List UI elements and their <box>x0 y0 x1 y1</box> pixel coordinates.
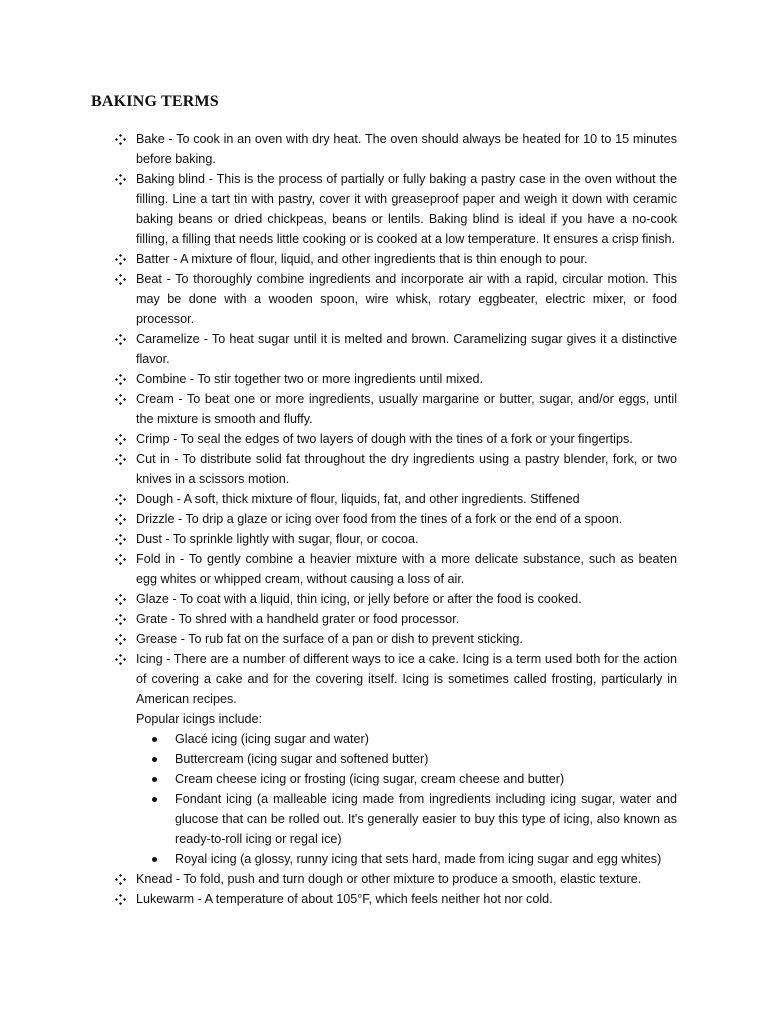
four-diamond-bullet-icon <box>114 369 126 389</box>
term-text: Knead - To fold, push and turn dough or other mixture to produce a smooth, elastic texture. <box>136 872 642 886</box>
four-diamond-bullet-icon <box>114 269 126 289</box>
term-text: Dust - To sprinkle lightly with sugar, flour, or cocoa. <box>136 532 419 546</box>
term-text: Cream - To beat one or more ingredients, usually margarine or butter, sugar, and/or eggs, until the mixture is smooth and fluffy. <box>136 392 677 426</box>
four-diamond-bullet-icon <box>114 449 126 469</box>
icing-type-item <box>136 729 677 749</box>
icing-type-text: Fondant icing (a malleable icing made from ingredients including icing sugar, water and glucose that can be rolled out. It's generally easier to buy this type of icing, also known as ready-to-roll icing or regal ice) <box>175 792 677 846</box>
term-text: Batter - A mixture of flour, liquid, and other ingredients that is thin enough to pour. <box>136 252 588 266</box>
term-item <box>114 269 677 329</box>
four-diamond-bullet-icon <box>114 509 126 529</box>
four-diamond-bullet-icon <box>114 169 126 189</box>
icing-type-text: Cream cheese icing or frosting (icing sugar, cream cheese and butter) <box>175 772 565 786</box>
term-item <box>114 249 677 269</box>
term-item <box>114 449 677 489</box>
filled-circle-bullet-icon <box>152 737 157 742</box>
term-text: Glaze - To coat with a liquid, thin icing, or jelly before or after the food is cooked. <box>136 592 582 606</box>
icing-type-item <box>136 789 677 849</box>
term-text: Grate - To shred with a handheld grater or food processor. <box>136 612 460 626</box>
term-item <box>114 429 677 449</box>
term-text: Drizzle - To drip a glaze or icing over food from the tines of a fork or the end of a spoon. <box>136 512 623 526</box>
four-diamond-bullet-icon <box>114 529 126 549</box>
term-text: Fold in - To gently combine a heavier mixture with a more delicate substance, such as beaten egg whites or whipped cream, without causing a loss of air. <box>136 552 677 586</box>
term-item <box>114 649 677 869</box>
term-item <box>114 509 677 529</box>
icing-type-text: Buttercream (icing sugar and softened butter) <box>175 752 429 766</box>
four-diamond-bullet-icon <box>114 129 126 149</box>
term-item <box>114 329 677 369</box>
icing-type-text: Royal icing (a glossy, runny icing that sets hard, made from icing sugar and egg whites) <box>175 852 662 866</box>
icing-types-list <box>136 729 677 869</box>
term-text: Combine - To stir together two or more ingredients until mixed. <box>136 372 483 386</box>
term-text: Beat - To thoroughly combine ingredients and incorporate air with a rapid, circular motion. This may be done with a wooden spoon, wire whisk, rotary eggbeater, electric mixer, or food processor. <box>136 272 677 326</box>
four-diamond-bullet-icon <box>114 589 126 609</box>
term-item <box>114 529 677 549</box>
term-text: Icing - There are a number of different ways to ice a cake. Icing is a term used both for the action of covering a cake and for the covering itself. Icing is sometimes called frosting, particularly in American recipes. <box>136 652 677 706</box>
term-item <box>114 549 677 589</box>
page-title: BAKING TERMS <box>91 93 219 110</box>
term-item <box>114 869 677 889</box>
term-item <box>114 369 677 389</box>
four-diamond-bullet-icon <box>114 489 126 509</box>
filled-circle-bullet-icon <box>152 757 157 762</box>
term-item <box>114 609 677 629</box>
term-text: Cut in - To distribute solid fat throughout the dry ingredients using a pastry blender, fork, or two knives in a scissors motion. <box>136 452 677 486</box>
four-diamond-bullet-icon <box>114 609 126 629</box>
baking-terms-list <box>114 129 677 909</box>
filled-circle-bullet-icon <box>152 797 157 802</box>
term-text: Bake - To cook in an oven with dry heat. The oven should always be heated for 10 to 15 minutes before baking. <box>136 132 677 166</box>
icing-type-item <box>136 769 677 789</box>
term-text: Lukewarm - A temperature of about 105°F, which feels neither hot nor cold. <box>136 892 553 906</box>
four-diamond-bullet-icon <box>114 889 126 909</box>
term-text: Grease - To rub fat on the surface of a pan or dish to prevent sticking. <box>136 632 523 646</box>
icing-type-text: Glacé icing (icing sugar and water) <box>175 732 369 746</box>
four-diamond-bullet-icon <box>114 429 126 449</box>
term-text: Caramelize - To heat sugar until it is melted and brown. Caramelizing sugar gives it a distinctive flavor. <box>136 332 677 366</box>
term-item <box>114 489 677 509</box>
filled-circle-bullet-icon <box>152 857 157 862</box>
four-diamond-bullet-icon <box>114 329 126 349</box>
term-item <box>114 389 677 429</box>
term-text: Baking blind - This is the process of partially or fully baking a pastry case in the oven without the filling. Line a tart tin with pastry, cover it with greaseproof paper and weigh it down with ceramic baking beans or dried chickpeas, beans or lentils. Baking blind is ideal if you have a no-cook filling, a filling that needs little cooking or is cooked at a low temperature. It ensures a crisp finish. <box>136 172 677 246</box>
four-diamond-bullet-icon <box>114 549 126 569</box>
four-diamond-bullet-icon <box>114 629 126 649</box>
term-text: Dough - A soft, thick mixture of flour, liquids, fat, and other ingredients. Stiffened <box>136 492 580 506</box>
four-diamond-bullet-icon <box>114 649 126 669</box>
term-item <box>114 129 677 169</box>
four-diamond-bullet-icon <box>114 869 126 889</box>
icing-type-item <box>136 849 677 869</box>
icing-type-item <box>136 749 677 769</box>
term-item <box>114 629 677 649</box>
four-diamond-bullet-icon <box>114 389 126 409</box>
filled-circle-bullet-icon <box>152 777 157 782</box>
term-sub-intro: Popular icings include: <box>136 712 263 726</box>
term-text: Crimp - To seal the edges of two layers of dough with the tines of a fork or your fingertips. <box>136 432 633 446</box>
term-item <box>114 589 677 609</box>
term-item <box>114 169 677 249</box>
term-item <box>114 889 677 909</box>
four-diamond-bullet-icon <box>114 249 126 269</box>
